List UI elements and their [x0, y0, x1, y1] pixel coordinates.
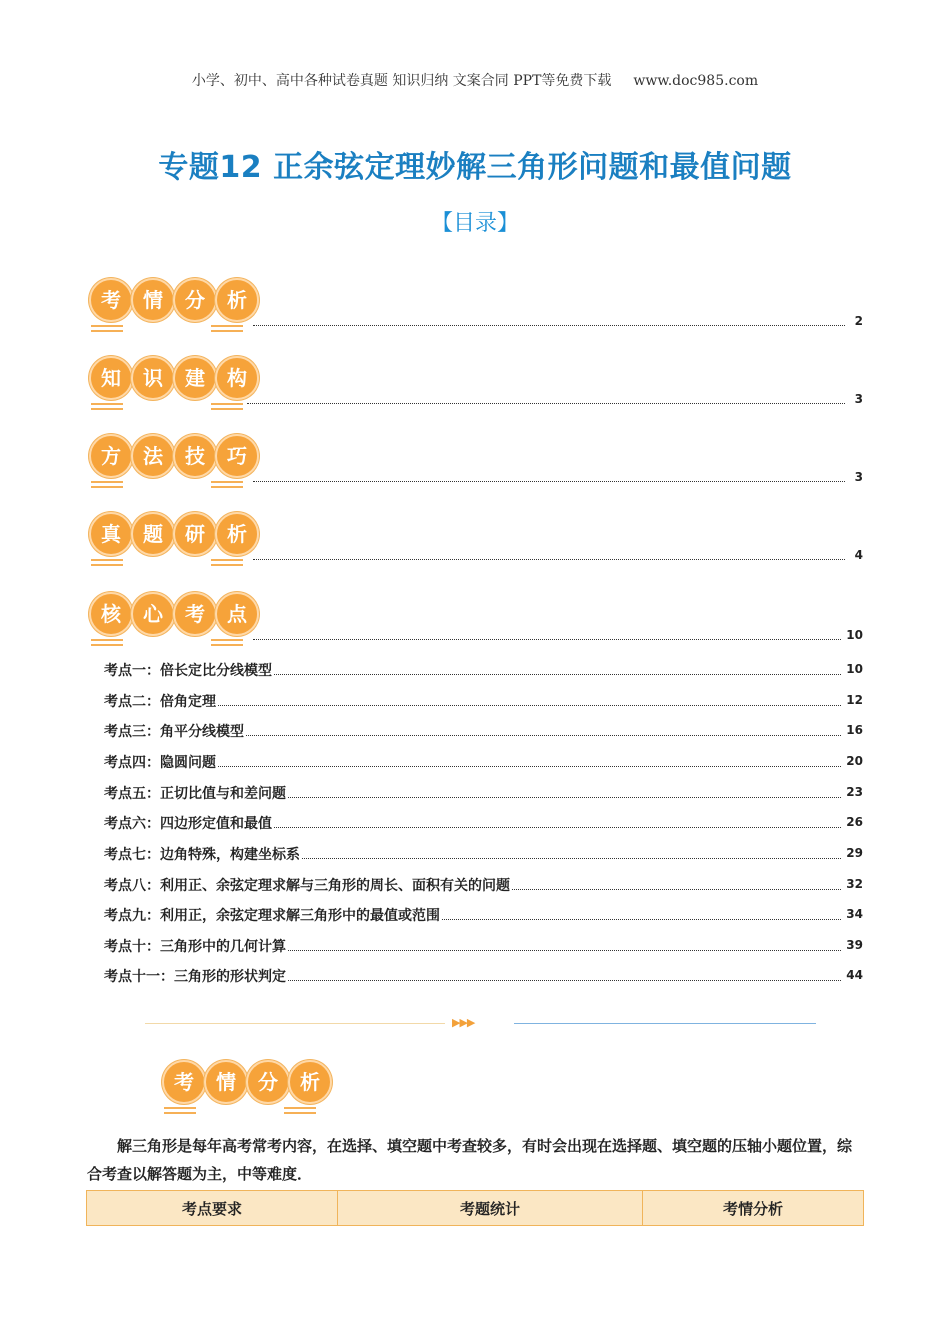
badge-char: 情 [131, 278, 175, 322]
subentry-label: 考点七：边角特殊，构建坐标系 [104, 844, 302, 864]
toc-subentry[interactable] [104, 905, 863, 925]
subentry-label: 考点一：倍长定比分线模型 [104, 660, 274, 680]
toc-entry-core-points[interactable] [87, 590, 863, 650]
requirements-table [86, 1190, 864, 1226]
page-number: 32 [846, 877, 863, 891]
badge-char: 析 [215, 278, 259, 322]
dot-leader [253, 481, 845, 482]
section-badge [87, 590, 253, 650]
dot-leader [253, 559, 845, 560]
decor-bars [211, 402, 243, 411]
badge-char: 分 [246, 1060, 290, 1104]
badge-char: 真 [89, 512, 133, 556]
decor-bars [91, 480, 123, 489]
subentry-label: 考点十：三角形中的几何计算 [104, 936, 288, 956]
decor-bars [91, 638, 123, 647]
toc-subentry[interactable] [104, 691, 863, 711]
subentry-label: 考点八：利用正、余弦定理求解与三角形的周长、面积有关的问题 [104, 875, 512, 895]
badge-char: 构 [215, 356, 259, 400]
toc-subentry[interactable] [104, 660, 863, 680]
toc-subentry[interactable] [104, 752, 863, 772]
toc-entry-exam-study[interactable] [87, 510, 863, 570]
toc-subentry[interactable] [104, 966, 863, 986]
page-number: 10 [846, 662, 863, 676]
page-number: 26 [846, 815, 863, 829]
badge-char: 情 [204, 1060, 248, 1104]
subentry-label: 考点十一：三角形的形状判定 [104, 966, 288, 986]
toc-subentry[interactable] [104, 936, 863, 956]
page-number: 34 [846, 907, 863, 921]
divider-line-left [145, 1023, 445, 1024]
badge-char: 析 [215, 512, 259, 556]
toc-subentry[interactable] [104, 813, 863, 833]
page-number: 23 [846, 785, 863, 799]
decor-bars [284, 1106, 316, 1115]
table-header-row [87, 1191, 864, 1226]
badge-char: 方 [89, 434, 133, 478]
subentry-label: 考点六：四边形定值和最值 [104, 813, 274, 833]
toc-entry-analysis[interactable] [87, 276, 863, 336]
page-number: 4 [854, 548, 863, 562]
toc-subentry[interactable] [104, 844, 863, 864]
page-number: 44 [846, 968, 863, 982]
intro-paragraph: 解三角形是每年高考常考内容，在选择、填空题中考查较多，有时会出现在选择题、填空题的压轴小题位置，综合考查以解答题为主，中等难度． [87, 1137, 853, 1183]
divider-arrows: ▶▶▶ [452, 1016, 475, 1029]
page-number: 16 [846, 723, 863, 737]
toc-subentry[interactable] [104, 721, 863, 741]
decor-bars [211, 638, 243, 647]
dot-leader [247, 403, 845, 404]
table-header-cell: 考题统计 [338, 1191, 643, 1226]
toc-heading: 【目录】 [430, 211, 519, 236]
badge-char: 考 [89, 278, 133, 322]
toc-entry-knowledge[interactable] [87, 354, 863, 414]
page-number: 3 [854, 392, 863, 406]
header-text: 小学、初中、高中各种试卷真题 知识归纳 文案合同 PPT等免费下载 [191, 73, 612, 89]
header-site[interactable]: www.doc985.com [633, 73, 759, 89]
toc-subentry[interactable] [104, 875, 863, 895]
badge-char: 分 [173, 278, 217, 322]
decor-bars [91, 402, 123, 411]
section-badge [87, 510, 253, 570]
toc-subentry[interactable] [104, 783, 863, 803]
page-number: 3 [854, 470, 863, 484]
badge-char: 研 [173, 512, 217, 556]
page-number: 10 [846, 628, 863, 642]
badge-char: 核 [89, 592, 133, 636]
badge-char: 心 [131, 592, 175, 636]
decor-bars [211, 324, 243, 333]
section-heading-badge [160, 1058, 326, 1118]
subentry-label: 考点三：角平分线模型 [104, 721, 246, 741]
subentry-label: 考点九：利用正，余弦定理求解三角形中的最值或范围 [104, 905, 442, 925]
divider-line-right [514, 1023, 816, 1024]
section-badge [87, 354, 253, 414]
badge-char: 知 [89, 356, 133, 400]
badge-char: 考 [173, 592, 217, 636]
badge-char: 技 [173, 434, 217, 478]
subentry-label: 考点四：隐圆问题 [104, 752, 218, 772]
dot-leader [253, 325, 845, 326]
toc-entry-methods[interactable] [87, 432, 863, 492]
badge-char: 建 [173, 356, 217, 400]
table-header-cell: 考情分析 [643, 1191, 864, 1226]
decor-bars [164, 1106, 196, 1115]
badge-char: 巧 [215, 434, 259, 478]
page-number: 29 [846, 846, 863, 860]
table-header-cell: 考点要求 [87, 1191, 338, 1226]
page-number: 39 [846, 938, 863, 952]
page-number: 12 [846, 693, 863, 707]
badge-char: 点 [215, 592, 259, 636]
page-number: 2 [854, 314, 863, 328]
subentry-label: 考点二：倍角定理 [104, 691, 218, 711]
badge-char: 析 [288, 1060, 332, 1104]
page-number: 20 [846, 754, 863, 768]
dot-leader [253, 639, 841, 640]
decor-bars [211, 558, 243, 567]
subentry-label: 考点五：正切比值与和差问题 [104, 783, 288, 803]
badge-char: 识 [131, 356, 175, 400]
decor-bars [91, 324, 123, 333]
section-badge [87, 432, 253, 492]
decor-bars [211, 480, 243, 489]
badge-char: 题 [131, 512, 175, 556]
page-title: 专题12 正余弦定理妙解三角形问题和最值问题 [158, 150, 792, 185]
section-badge [87, 276, 253, 336]
badge-char: 考 [162, 1060, 206, 1104]
badge-char: 法 [131, 434, 175, 478]
decor-bars [91, 558, 123, 567]
page-header [0, 70, 950, 90]
